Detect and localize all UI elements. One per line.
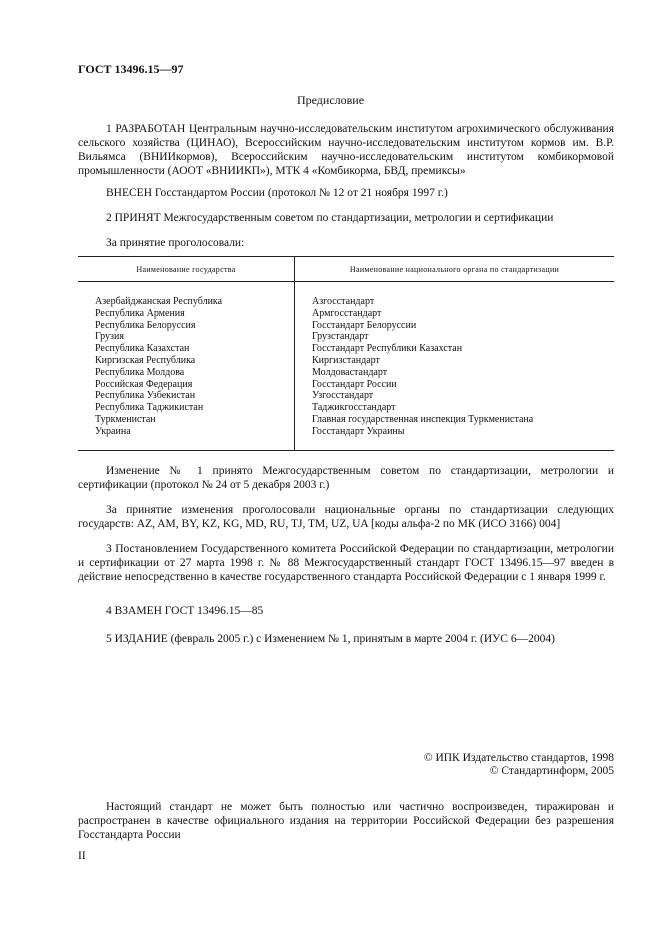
page-number: II <box>78 850 86 862</box>
copyright-line: © Стандартинформ, 2005 <box>489 765 614 777</box>
list-item: Главная государственная инспекция Туркменистана <box>312 413 534 425</box>
copyright-line: © ИПК Издательство стандартов, 1998 <box>423 752 614 764</box>
paragraph-voted: За принятие проголосовали: <box>106 237 245 249</box>
paragraph-replaces: 4 ВЗАМЕН ГОСТ 13496.15—85 <box>106 605 264 617</box>
copyright-block <box>424 752 614 778</box>
list-item: Украина <box>95 425 131 437</box>
list-item: Республика Армения <box>95 307 185 319</box>
list-item: Республика Таджикистан <box>95 402 204 414</box>
page-title: Предисловие <box>296 93 365 107</box>
reproduction-notice: Настоящий стандарт не может быть полностью или частично воспроизведен, тиражирован и распространен в качестве официального издания на территории Российской Федерации без разрешения Госстандарта России <box>78 801 614 841</box>
list-item: Армгосстандарт <box>312 307 382 319</box>
table-header-row <box>78 257 614 282</box>
column-header-state: Наименование государства <box>78 257 295 282</box>
list-item: Молдовастандарт <box>312 366 388 378</box>
list-item: Российская Федерация <box>95 378 193 390</box>
table-row <box>78 282 614 451</box>
list-item: Киргизская Республика <box>95 354 196 366</box>
list-item: Грузия <box>95 331 124 343</box>
list-item: Азербайджанская Республика <box>95 296 223 307</box>
states-cell <box>78 282 295 451</box>
list-item: Госстандарт Белоруссии <box>312 319 417 331</box>
list-item: Туркменистан <box>95 413 156 425</box>
list-item: Таджикгосстандарт <box>312 402 396 414</box>
paragraph-amendment: Изменение № 1 принято Межгосударственным советом по стандартизации, метрологии и сертификации (протокол № 24 от 5 декабря 2003 г.) <box>78 465 614 491</box>
paragraph-developed: 1 РАЗРАБОТАН Центральным научно-исследовательским институтом агрохимического обслуживания сельского хозяйства (ЦИНАО), Всероссийским научно-исследовательским институтом кормов им. В.Р. Вильямса (ВНИИкормов), Всероссийским научно-исследовательским институтом комбикормовой промышленности (АООТ «ВНИИКП»), МТК 4 «Комбикорма, БВД, премиксы» <box>78 123 614 177</box>
list-item: Госстандарт Республики Казахстан <box>312 343 463 355</box>
list-item: Республика Казахстан <box>95 343 190 355</box>
paragraph-edition: 5 ИЗДАНИЕ (февраль 2005 г.) с Изменением № 1, принятым в марте 2004 г. (ИУС 6—2004) <box>106 633 555 645</box>
bodies-cell <box>295 282 615 451</box>
list-item: Госстандарт Украины <box>312 425 405 437</box>
list-item: Киргизстандарт <box>312 354 380 366</box>
list-item: Азгосстандарт <box>312 296 375 307</box>
paragraph-introduced: ВНЕСЕН Госстандартом России (протокол № 12 от 21 ноября 1997 г.) <box>106 187 448 199</box>
column-header-body: Наименование национального органа по стандартизации <box>295 257 615 282</box>
paragraph-resolution: 3 Постановлением Государственного комитета Российской Федерации по стандартизации, метрологии и сертификации от 27 марта 1998 г. № 88 Межгосударственный стандарт ГОСТ 13496.15—97 введен в действие непосредственно в качестве государственного стандарта Российской Федерации с 1 января 1999 г. <box>78 543 614 583</box>
list-item: Республика Узбекистан <box>95 390 196 402</box>
list-item: Республика Молдова <box>95 366 185 378</box>
list-item: Республика Белоруссия <box>95 319 196 331</box>
list-item: Госстандарт России <box>312 378 397 390</box>
paragraph-adopted: 2 ПРИНЯТ Межгосударственным советом по стандартизации, метрологии и сертификации <box>106 212 554 224</box>
list-item: Грузстандарт <box>312 331 369 343</box>
list-item: Узгосстандарт <box>312 390 374 402</box>
voting-states-table <box>78 256 614 451</box>
standard-number: ГОСТ 13496.15—97 <box>78 62 184 76</box>
paragraph-amendment-vote: За принятие изменения проголосовали национальные органы по стандартизации следующих государств: AZ, AM, BY, KZ, KG, MD, RU, TJ, TM, UZ, UA [коды альфа-2 по МК (ИСО 3166) 004] <box>78 504 614 530</box>
